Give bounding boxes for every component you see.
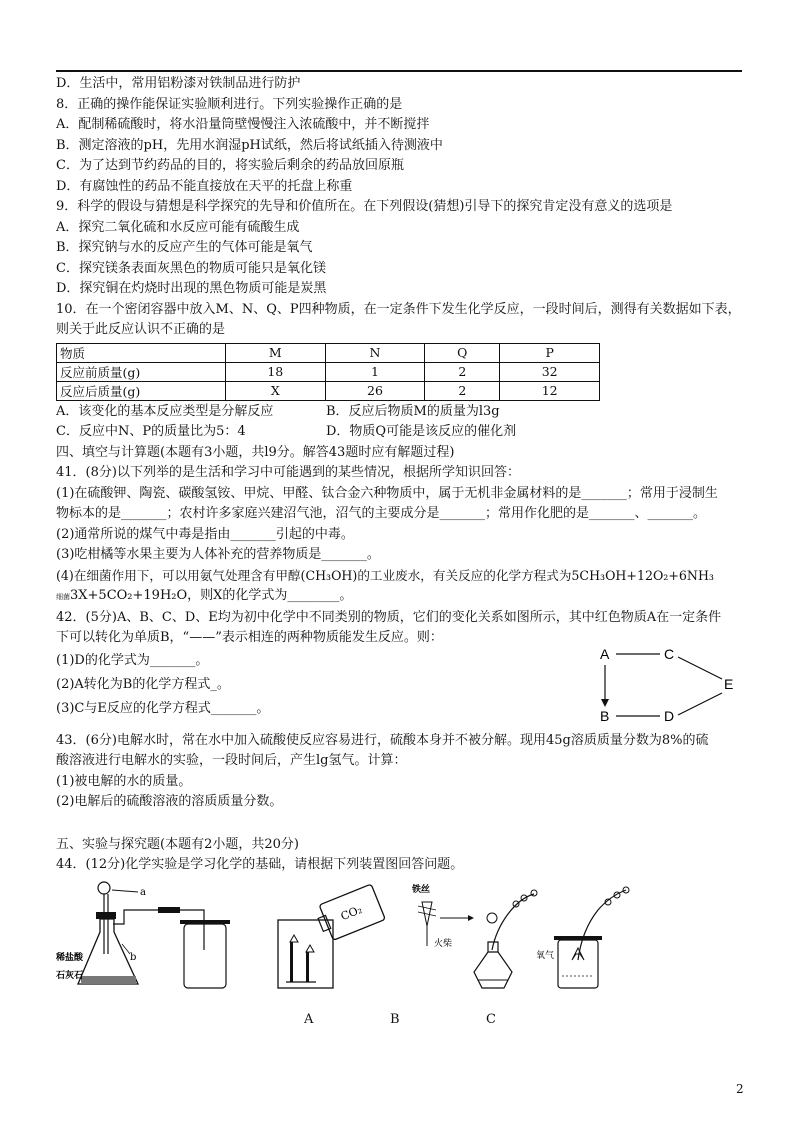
q41-part3: (3)吃柑橘等水果主要为人体补充的营养物质是_______。 (56, 547, 380, 562)
q9-option-a: A．探究二氧化硫和水反应可能有硫酸生成 (56, 219, 300, 235)
label-o2: 氧气 (536, 950, 555, 961)
q41-part2: (2)通常所说的煤气中毒是指由_______引起的中毒。 (56, 526, 354, 542)
table-header-cell: N (325, 343, 425, 362)
table-cell: 12 (500, 381, 600, 400)
label-b: b (130, 951, 137, 963)
q7-option-d: D．生活中，常用铝粉漆对铁制品进行防护 (56, 76, 301, 91)
q10-option-c: C．反应中N、P的质量比为5：4 (56, 424, 246, 439)
q41-part4-b (56, 586, 746, 608)
table-cell: 18 (226, 362, 326, 381)
node-e: E (724, 675, 734, 692)
label-match: 火柴 (434, 938, 453, 949)
label-a: a (140, 886, 146, 898)
table-row (57, 362, 600, 381)
table-cell: X (226, 381, 326, 400)
table-header-cell: Q (425, 343, 500, 362)
q41-part1-a: (1)在硫酸钾、陶瓷、碳酸氢铵、甲烷、甲醛、钛合金六种物质中，属于无机非金属材料的是_______；常用于浸制生 (56, 485, 718, 501)
table-row (57, 343, 600, 362)
table-cell: 26 (325, 381, 425, 400)
q42-subquestions (56, 645, 746, 724)
table-header-cell: M (226, 343, 326, 362)
node-b: B (600, 707, 610, 724)
section-5-heading: 五、实验与探究题(本题有2小题，共20分) (56, 836, 299, 852)
apparatus-c (412, 880, 642, 1000)
q9-option-d: D．探究铜在灼烧时出现的黑色物质可能是炭黑 (56, 281, 327, 296)
node-a: A (600, 645, 610, 662)
q41-part4-equation: 3X+5CO₂+19H₂O，则X的化学式为________。 (70, 588, 353, 603)
q43-part1: (1)被电解的水的质量。 (56, 773, 192, 789)
table-cell: 2 (425, 362, 500, 381)
label-acid: 稀盐酸 (56, 952, 84, 963)
table-row (57, 381, 600, 400)
table-cell: 2 (425, 381, 500, 400)
figure-label-b: B (390, 1011, 400, 1027)
figure-label-a: A (304, 1011, 314, 1027)
q10-stem-2: 则关于此反应认识不正确的是 (56, 322, 226, 337)
label-wire: 铁丝 (412, 884, 431, 895)
q42-stem-1: 42．(5分)A、B、C、D、E均为初中化学中不同类别的物质，它们的变化关系如图所示，其中红色物质A在一定条件 (56, 609, 722, 625)
q9-option-c: C．探究镁条表面灰黑色的物质可能只是氧化镁 (56, 260, 326, 276)
label-stone: 石灰石 (56, 970, 84, 981)
q43-stem-2: 酸溶液进行电解水的实验，一段时间后，产生lg氢气。计算： (56, 753, 407, 768)
apparatus-b (268, 880, 388, 1000)
apparatus-figures (56, 880, 746, 1030)
q10-options-row-2 (56, 422, 746, 443)
page-number: 2 (736, 1082, 744, 1096)
q42-part2: (2)A转化为B的化学方程式_。 (56, 676, 230, 692)
table-cell: 反应后质量(g) (57, 381, 226, 400)
q42-part3: (3)C与E反应的化学方程式_______。 (56, 700, 270, 716)
q10-option-a: A．该变化的基本反应类型是分解反应 (56, 403, 274, 419)
q10-options-row-1 (56, 402, 746, 423)
q41-stem: 41．(8分)以下列举的是生活和学习中可能遇到的某些情况，根据所学知识回答： (56, 465, 520, 480)
q8-option-b: B．测定溶液的pH，先用水润湿pH试纸，然后将试纸插入待测液中 (56, 137, 443, 153)
node-d: D (664, 707, 675, 724)
q10-option-d: D．物质Q可能是该反应的催化剂 (326, 424, 517, 439)
q44-stem: 44．(12分)化学实验是学习化学的基础，请根据下列装置图回答问题。 (56, 857, 464, 872)
table-cell: 32 (500, 362, 600, 381)
apparatus-a (56, 880, 236, 1000)
q42-stem-2: 下可以转化为单质B，“——”表示相连的两种物质能发生反应。则： (56, 630, 443, 645)
node-c: C (664, 645, 675, 662)
reaction-condition: 细菌 (56, 593, 70, 601)
q9-stem: 9．科学的假设与猜想是科学探究的先导和价值所在。在下列假设(猜想)引导下的探究肯定没有意义的选项是 (56, 199, 673, 214)
q8-option-a: A．配制稀硫酸时，将水沿量筒壁慢慢注入浓硫酸中，并不断搅拌 (56, 117, 430, 132)
table-cell: 1 (325, 362, 425, 381)
figure-label-c: C (486, 1011, 496, 1027)
q10-option-b: B．反应后物质M的质量为l3g (326, 403, 500, 419)
q9-option-b: B．探究钠与水的反应产生的气体可能是氧气 (56, 240, 313, 255)
q8-option-c: C．为了达到节约药品的目的，将实验后剩余的药品放回原瓶 (56, 158, 404, 173)
arrow-down-icon (601, 699, 609, 707)
q8-stem: 8．正确的操作能保证实验顺利进行。下列实验操作正确的是 (56, 96, 403, 112)
header-rule (56, 70, 742, 72)
q10-stem-1: 10．在一个密闭容器中放入M、N、Q、P四种物质，在一定条件下发生化学反应，一段时间后，测得有关数据如下表， (56, 301, 741, 317)
arrow-right-icon (468, 915, 474, 921)
table-header-cell: P (500, 343, 600, 362)
q43-stem-1: 43．(6分)电解水时，常在水中加入硫酸使反应容易进行，硫酸本身并不被分解。现用45g溶质质量分数为8%的硫 (56, 732, 709, 748)
q8-option-d: D．有腐蚀性的药品不能直接放在天平的托盘上称重 (56, 178, 353, 194)
q41-part1-b: 物标本的是_______；农村许多家庭兴建沼气池，沼气的主要成分是_______；常用作化肥的是_______、_______。 (56, 506, 707, 521)
q10-data-table (56, 343, 600, 401)
label-co2: CO₂ (338, 902, 364, 923)
table-cell: 反应前质量(g) (57, 362, 226, 381)
relation-diagram (594, 641, 754, 727)
table-header-cell: 物质 (57, 343, 226, 362)
q43-part2: (2)电解后的硫酸溶液的溶质质量分数。 (56, 794, 283, 809)
section-4-heading: 四、填空与计算题(本题有3小题，共l9分。解答43题时应有解题过程) (56, 444, 455, 460)
exam-page (56, 74, 746, 1030)
q42-part1: (1)D的化学式为_______。 (56, 652, 209, 668)
q41-part4-a: (4)在细菌作用下，可以用氨气处理含有甲醇(CH₃OH)的工业废水，有关反应的化学方程式为5CH₃OH+12O₂+6NH₃ (56, 567, 714, 583)
